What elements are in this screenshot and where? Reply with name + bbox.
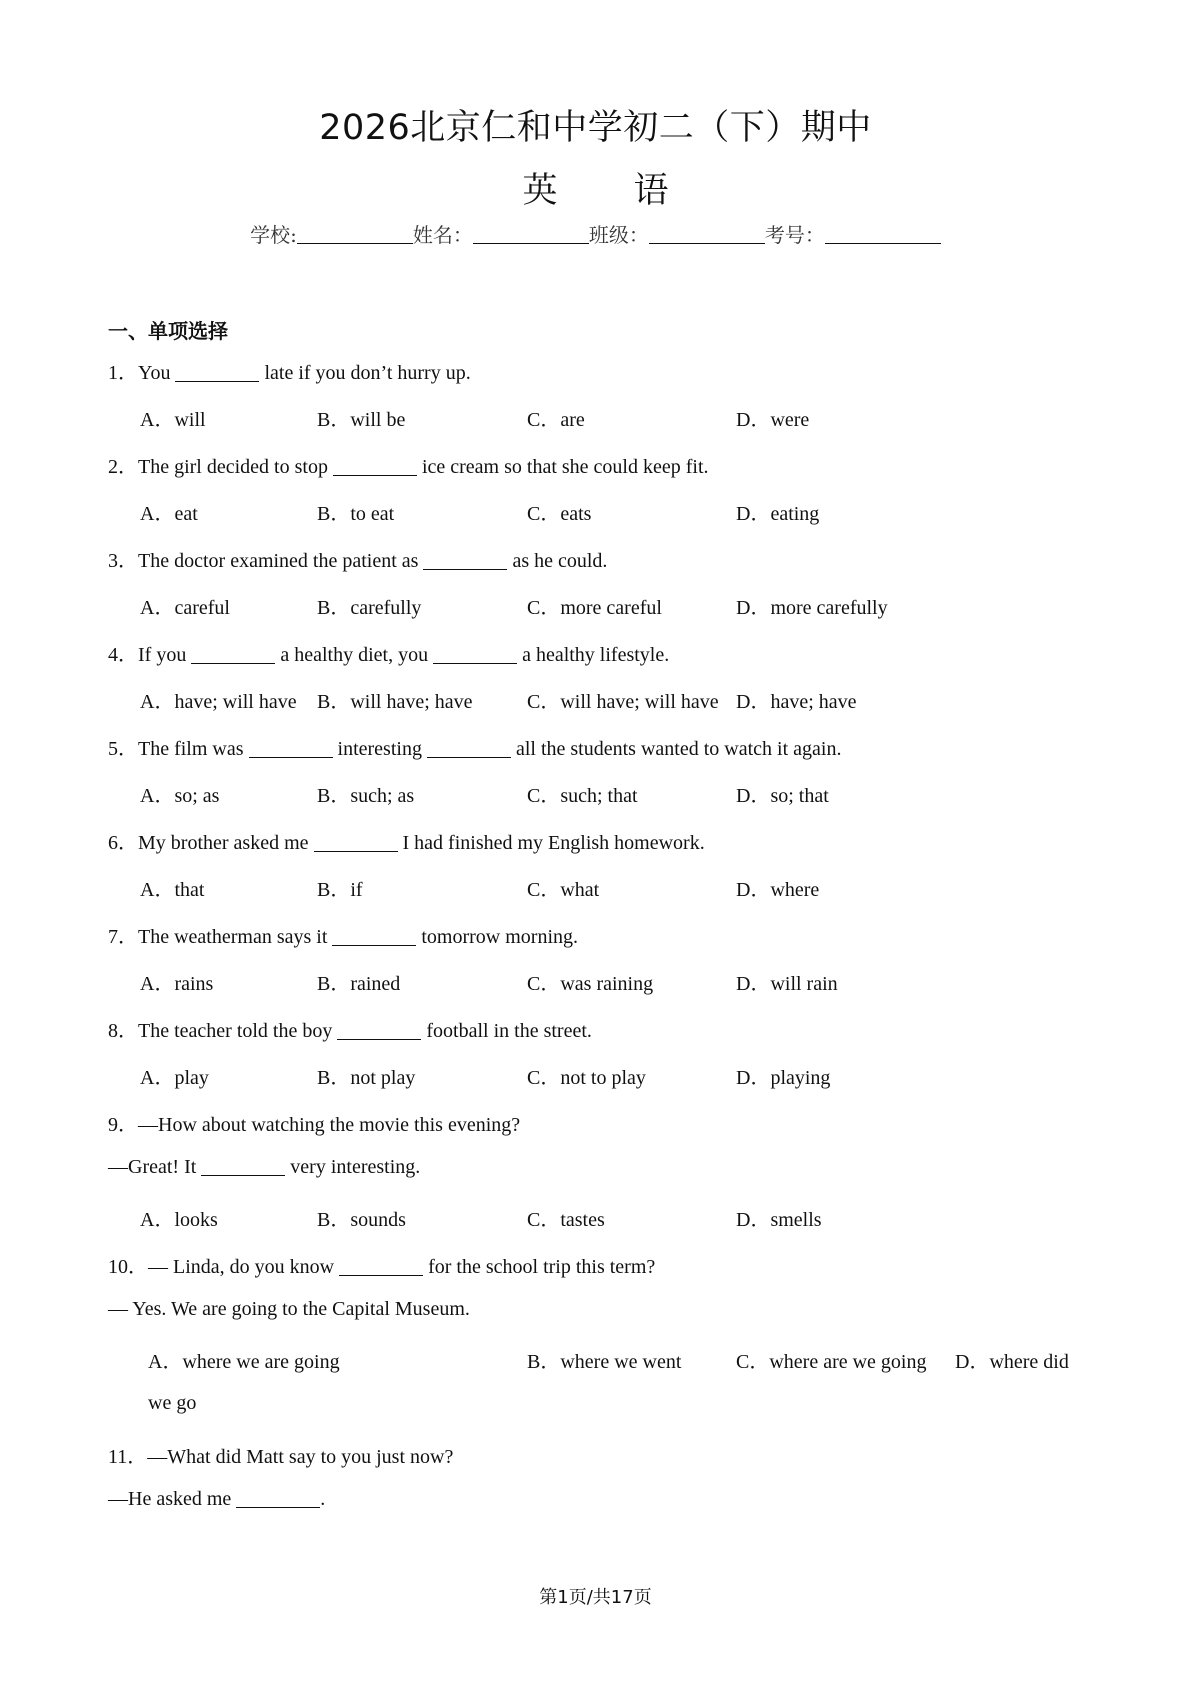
option-c[interactable]: C．what bbox=[527, 879, 600, 901]
subject-heading bbox=[0, 163, 1191, 213]
question-number: 3． bbox=[108, 550, 138, 572]
option-d-continued: we go bbox=[148, 1392, 197, 1414]
page-number: 第1页/共17页 bbox=[539, 1587, 652, 1608]
option-d[interactable]: D．have; have bbox=[736, 691, 857, 713]
option-b[interactable]: B．not play bbox=[317, 1067, 416, 1089]
question-11-reply bbox=[108, 1488, 325, 1511]
question-number: 5． bbox=[108, 738, 138, 760]
question-text: interesting bbox=[332, 738, 427, 760]
option-d[interactable]: D．more carefully bbox=[736, 597, 888, 619]
question-text: as he could. bbox=[507, 550, 608, 572]
question-number: 4． bbox=[108, 644, 138, 666]
question-10-reply bbox=[108, 1298, 470, 1321]
option-c[interactable]: C．was raining bbox=[527, 973, 654, 995]
option-a[interactable]: A．that bbox=[140, 879, 205, 901]
question-text: a healthy diet, you bbox=[275, 644, 434, 666]
option-b[interactable]: B．such; as bbox=[317, 785, 415, 807]
question-5 bbox=[108, 732, 841, 761]
question-number: 6． bbox=[108, 832, 138, 854]
question-1 bbox=[108, 356, 471, 385]
question-number: 2． bbox=[108, 456, 138, 478]
question-9 bbox=[108, 1108, 520, 1137]
option-d[interactable]: D．eating bbox=[736, 503, 820, 525]
student-info-line bbox=[0, 219, 1191, 248]
class-label: 班级： bbox=[588, 223, 649, 247]
question-text: I had finished my English homework. bbox=[397, 832, 705, 854]
question-number: 8． bbox=[108, 1020, 138, 1042]
question-text: ice cream so that she could keep fit. bbox=[416, 456, 709, 478]
question-text: —What did Matt say to you just now? bbox=[147, 1446, 454, 1468]
option-c[interactable]: C．tastes bbox=[527, 1209, 605, 1231]
answer-blank[interactable] bbox=[423, 551, 507, 570]
option-a[interactable]: A．play bbox=[140, 1067, 209, 1089]
option-d[interactable]: D．playing bbox=[736, 1067, 831, 1089]
answer-blank[interactable] bbox=[339, 1257, 423, 1276]
option-d[interactable]: D．will rain bbox=[736, 973, 838, 995]
option-d[interactable]: D．were bbox=[736, 409, 810, 431]
school-label: 学校: bbox=[250, 223, 297, 247]
answer-blank[interactable] bbox=[332, 927, 416, 946]
class-blank[interactable] bbox=[649, 225, 765, 244]
question-text: —How about watching the movie this evening? bbox=[138, 1114, 521, 1136]
question-7 bbox=[108, 920, 578, 949]
question-text: for the school trip this term? bbox=[423, 1256, 656, 1278]
option-b[interactable]: B．carefully bbox=[317, 597, 422, 619]
option-d[interactable]: D．smells bbox=[736, 1209, 822, 1231]
question-text: If you bbox=[138, 644, 192, 666]
option-c[interactable]: C．are bbox=[527, 409, 585, 431]
option-b[interactable]: B．will have; have bbox=[317, 691, 473, 713]
option-a[interactable]: A．will bbox=[140, 409, 206, 431]
option-b[interactable]: B．will be bbox=[317, 409, 406, 431]
option-a[interactable]: A．careful bbox=[140, 597, 230, 619]
option-c[interactable]: C．will have; will have bbox=[527, 691, 719, 713]
question-text: You bbox=[138, 362, 176, 384]
option-d[interactable]: D．where did bbox=[955, 1351, 1069, 1373]
name-blank[interactable] bbox=[473, 225, 589, 244]
answer-blank[interactable] bbox=[249, 739, 333, 758]
question-text: —He asked me bbox=[108, 1488, 237, 1510]
answer-blank[interactable] bbox=[236, 1489, 320, 1508]
option-c[interactable]: C．where are we going bbox=[736, 1351, 927, 1373]
question-text: The teacher told the boy bbox=[138, 1020, 338, 1042]
option-a[interactable]: A．so; as bbox=[140, 785, 220, 807]
question-text: all the students wanted to watch it again. bbox=[510, 738, 842, 760]
answer-blank[interactable] bbox=[433, 645, 517, 664]
question-2 bbox=[108, 450, 709, 479]
option-c[interactable]: C．eats bbox=[527, 503, 592, 525]
school-blank[interactable] bbox=[297, 225, 413, 244]
question-4 bbox=[108, 638, 669, 667]
option-c[interactable]: C．such; that bbox=[527, 785, 638, 807]
question-text: . bbox=[320, 1488, 326, 1510]
option-b[interactable]: B．if bbox=[317, 879, 363, 901]
subject-char: 语 bbox=[633, 171, 669, 211]
option-a[interactable]: A．where we are going bbox=[148, 1351, 340, 1373]
question-8 bbox=[108, 1014, 592, 1043]
name-label: 姓名： bbox=[412, 223, 473, 247]
option-c[interactable]: C．not to play bbox=[527, 1067, 646, 1089]
option-d[interactable]: D．where bbox=[736, 879, 820, 901]
subject-char: 英 bbox=[522, 171, 558, 211]
question-9-reply bbox=[108, 1156, 420, 1179]
exam-number-blank[interactable] bbox=[825, 225, 941, 244]
option-a[interactable]: A．rains bbox=[140, 973, 214, 995]
option-c[interactable]: C．more careful bbox=[527, 597, 662, 619]
option-b[interactable]: B．sounds bbox=[317, 1209, 406, 1231]
question-text: — Yes. We are going to the Capital Museum. bbox=[108, 1298, 470, 1320]
question-text: a healthy lifestyle. bbox=[517, 644, 670, 666]
question-number: 10． bbox=[108, 1256, 148, 1278]
question-3 bbox=[108, 544, 607, 573]
question-10 bbox=[108, 1250, 655, 1279]
answer-blank[interactable] bbox=[191, 645, 275, 664]
option-a[interactable]: A．eat bbox=[140, 503, 198, 525]
question-number: 11． bbox=[108, 1446, 148, 1468]
answer-blank[interactable] bbox=[337, 1021, 421, 1040]
question-text: The girl decided to stop bbox=[138, 456, 333, 478]
question-number: 9． bbox=[108, 1114, 138, 1136]
option-b[interactable]: B．to eat bbox=[317, 503, 395, 525]
option-b[interactable]: B．rained bbox=[317, 973, 401, 995]
answer-blank[interactable] bbox=[314, 833, 398, 852]
answer-blank[interactable] bbox=[333, 457, 417, 476]
option-b[interactable]: B．where we went bbox=[527, 1351, 682, 1373]
question-text: very interesting. bbox=[285, 1156, 421, 1178]
answer-blank[interactable] bbox=[427, 739, 511, 758]
option-a[interactable]: A．have; will have bbox=[140, 691, 297, 713]
answer-blank[interactable] bbox=[201, 1157, 285, 1176]
question-number: 7． bbox=[108, 926, 138, 948]
question-text: tomorrow morning. bbox=[416, 926, 579, 948]
exam-number-label: 考号： bbox=[764, 223, 825, 247]
question-text: My brother asked me bbox=[138, 832, 314, 854]
section-title: 一、单项选择 bbox=[108, 319, 228, 343]
question-text: late if you don’t hurry up. bbox=[259, 362, 471, 384]
question-text: The doctor examined the patient as bbox=[138, 550, 424, 572]
answer-blank[interactable] bbox=[175, 363, 259, 382]
question-text: The film was bbox=[138, 738, 249, 760]
question-text: —Great! It bbox=[108, 1156, 202, 1178]
question-number: 1． bbox=[108, 362, 138, 384]
question-text: football in the street. bbox=[421, 1020, 592, 1042]
question-text: — Linda, do you know bbox=[148, 1256, 340, 1278]
option-a[interactable]: A．looks bbox=[140, 1209, 218, 1231]
option-d[interactable]: D．so; that bbox=[736, 785, 829, 807]
question-6 bbox=[108, 826, 705, 855]
exam-title: 2026北京仁和中学初二（下）期中 bbox=[319, 108, 872, 148]
question-11 bbox=[108, 1440, 453, 1469]
question-text: The weatherman says it bbox=[138, 926, 333, 948]
